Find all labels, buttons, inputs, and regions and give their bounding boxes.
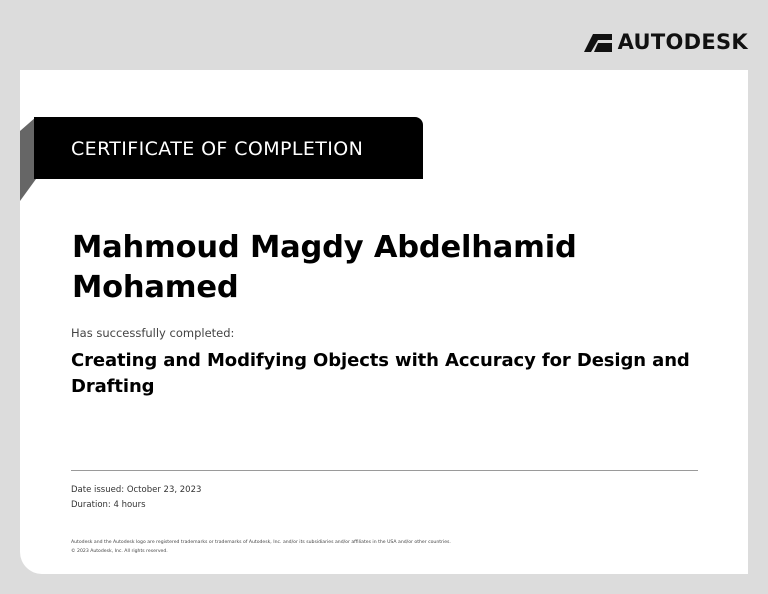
autodesk-brand: [584, 32, 748, 53]
certificate-card: [20, 70, 748, 574]
completed-label: Has successfully completed:: [71, 326, 235, 340]
certificate-banner: [34, 117, 423, 179]
banner-title: CERTIFICATE OF COMPLETION: [71, 138, 364, 160]
course-title: Creating and Modifying Objects with Accuracy for Design and Drafting: [71, 350, 690, 397]
course-duration: Duration: 4 hours: [71, 500, 146, 510]
date-issued: Date issued: October 23, 2023: [71, 485, 202, 495]
divider: [71, 470, 698, 471]
autodesk-logo-icon: [584, 34, 612, 52]
trademark-notice: Autodesk and the Autodesk logo are registered trademarks or trademarks of Autodesk, Inc. and/or its subsidiaries and/or affiliates in the USA and/or other countries.: [71, 540, 451, 545]
copyright-notice: © 2023 Autodesk, Inc. All rights reserved.: [71, 549, 168, 554]
brand-wordmark: AUTODESK: [617, 30, 748, 54]
recipient-name: Mahmoud Magdy Abdelhamid Mohamed: [72, 230, 577, 305]
